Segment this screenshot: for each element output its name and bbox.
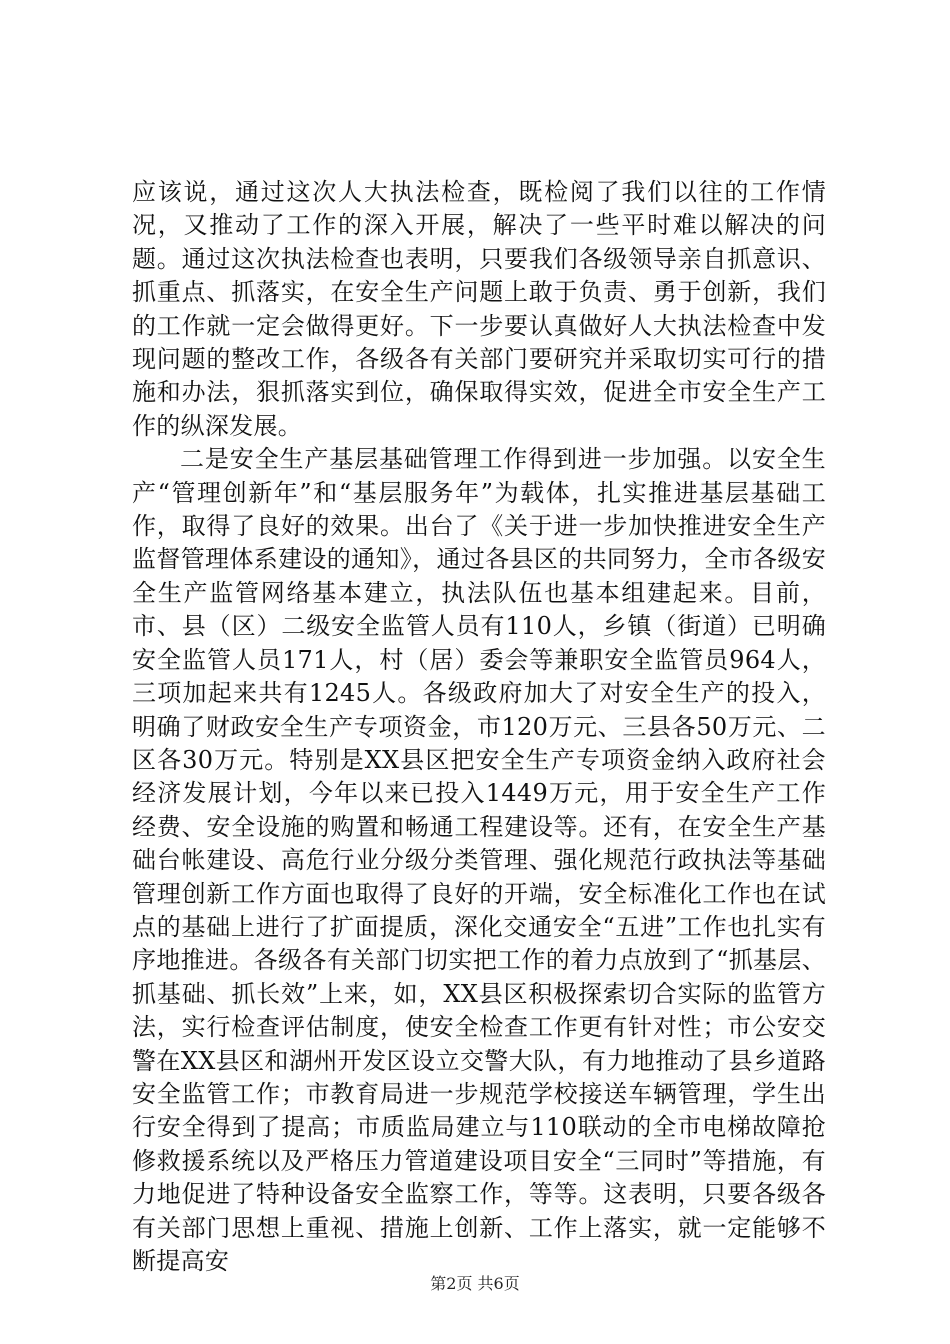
paragraph-1: 应该说，通过这次人大执法检查，既检阅了我们以往的工作情况，又推动了工作的深入开展，解决了一些平时难以解决的问题。通过这次执法检查也表明，只要我们各级领导亲自抓意识、抓重点、抓落实，在安全生产问题上敢于负责、勇于创新，我们的工作就一定会做得更好。下一步要认真做好人大执法检查中发现问题的整改工作，各级各有关部门要研究并采取切实可行的措施和办法，狠抓落实到位，确保取得实效，促进全市安全生产工作的纵深发展。 bbox=[132, 178, 826, 440]
paragraph-2: 二是安全生产基层基础管理工作得到进一步加强。以安全生产“管理创新年”和“基层服务年”为载体，扎实推进基层基础工作，取得了良好的效果。出台了《关于进一步加快推进安全生产监督管理体系建设的通知》，通过各县区的共同努力，全市各级安全生产监管网络基本建立，执法队伍也基本组建起来。目前，市、县（区）二级安全监管人员有110人，乡镇（街道）已明确安全监管人员171人，村（居）委会等兼职安全监管员964人，三项加起来共有1245人。各级政府加大了对安全生产的投入，明确了财政安全生产专项资金，市120万元、三县各50万元、二区各30万元。特别是XX县区把安全生产专项资金纳入政府社会经济发展计划，今年以来已投入1449万元，用于安全生产工作经费、安全设施的购置和畅通工程建设等。还有，在安全生产基础台帐建设、高危行业分级分类管理、强化规范行政执法等基础管理创新工作方面也取得了良好的开端，安全标准化工作也在试点的基础上进行了扩面提质，深化交通安全“五进”工作也扎实有序地推进。各级各有关部门切实把工作的着力点放到了“抓基层、抓基础、抓长效”上来，如，XX县区积极探索切合实际的监管方法，实行检查评估制度，使安全检查工作更有针对性；市公安交警在XX县区和湖州开发区设立交警大队，有力地推动了县乡道路安全监管工作；市教育局进一步规范学校接送车辆管理，学生出行安全得到了提高；市质监局建立与110联动的全市电梯故障抢修救援系统以及严格压力管道建设项目安全“三同时”等措施，有力地促进了特种设备安全监察工作，等等。这表明，只要各级各有关部门思想上重视、措施上创新、工作上落实，就一定能够不断提高安 bbox=[132, 445, 826, 1275]
page-number-footer: 第2页 共6页 bbox=[430, 1274, 520, 1293]
body-text bbox=[132, 176, 826, 1278]
